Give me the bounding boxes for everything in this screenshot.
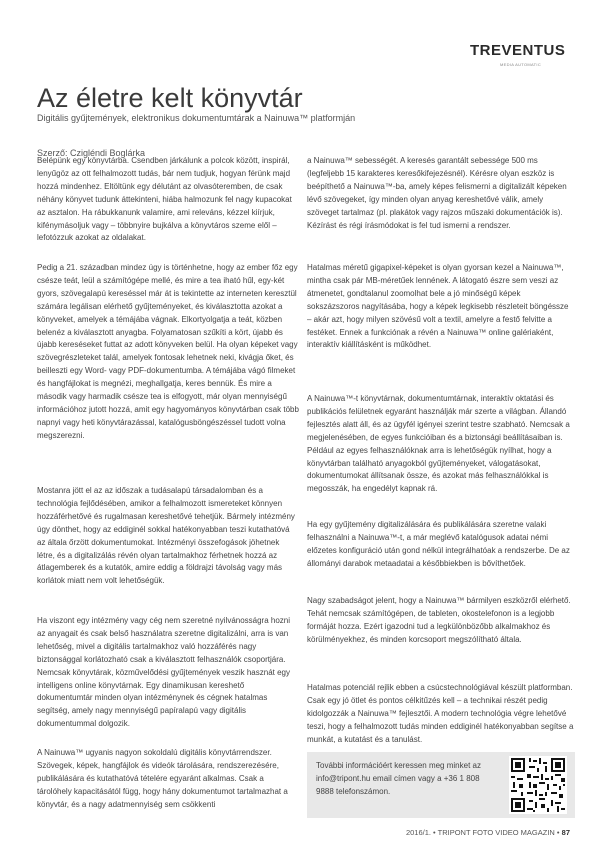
right-paragraph-1: a Nainuwa™ sebességét. A keresés garantált sebessége 500 ms (legfeljebb 15 karakteres keresőkifejezésnél). Kérésre olyan eszköz is beépíthető a Nainuwa™-ba, amely képes felismerni a digitalizált képeken lévő szövegeket, így minden olyan anyag kereshetővé válik, amely szöveget tartalmaz (pl. plakátok vagy rajzos műszaki dokumentációk is). Kézírást és régi írásmódokat is fel tud ismerni a rendszer. xyxy=(307,156,567,230)
contact-info-text[interactable]: További információért keressen meg minket az info@tripont.hu email címen vagy a +36 1 808 9888 telefonszámon. xyxy=(316,761,481,796)
footer-issue: 2016/1. • TRIPONT FOTO VIDEO MAGAZIN • xyxy=(405,828,560,837)
page-footer xyxy=(406,828,570,837)
article-title: Az életre kelt könyvtár xyxy=(37,83,303,113)
logo-wordmark: TREVENTUS xyxy=(470,42,566,59)
left-paragraph-2: Pedig a 21. században mindez úgy is történhetne, hogy az ember főz egy csésze teát, leül a számítógépe mellé, és mire a tea iható hűl, egy-két gyors, szövegalapú kereséssel már át is tekintette az interneten keresztül számára legálisan elérhető gyűjteményeket, és kiválasztotta azokat a könyveket, amelyek a témájába vágnak. Elkortyolgatja a teát, közben belenéz a kiválasztott anyagba. Folyamatosan szűkíti a kört, újabb és újabb kereséseket futtat az adott könyveken belül. Ha olyan képeket vagy szövegrészleteket talál, amelyek fontosak lehetnek neki, kivágja őket, és beilleszti egy Word- vagy PDF-dokumentumba. A témájába vágó filmeket és hangfájlokat is megnézi, meghallgatja, keres bennük. És mire a második vagy harmadik csésze tea is elfogyott, már olyan mennyiségű információhoz jutott hozzá, amit egy hagyományos könyvtárban csak több napnyi vagy heti könyvtárazással, katalógusböngészéssel tudott volna megszerezni. xyxy=(37,263,299,440)
right-paragraph-2: Hatalmas méretű gigapixel-képeket is olyan gyorsan kezel a Nainuwa™, mintha csak pár MB-méretűek lennének. A látogató észre sem veszi az átmenetet, gondtalanul zoomolhat bele a jó minőségű képek sokszázszoros nagyításába, hogy a képek legkisebb részleteit böngéssze – akár azt, hogy milyen szövésű volt a textil, amelyre a festő felvitte a festéket. Ennek a funkciónak a révén a Nainuwa™ online galériaként, interaktív kiállításként is működhet. xyxy=(307,263,569,350)
treventus-logo xyxy=(470,42,588,72)
article-author: Szerző: Czigléndi Boglárka xyxy=(37,148,146,158)
page-number: 87 xyxy=(561,828,570,837)
right-paragraph-4: Ha egy gyűjtemény digitalizálására és publikálására szeretne valaki felhasználni a Nainuwa™-t, a már meglévő katalógusok adatai némi előzetes konfiguráció után gond nélkül integrálhatóak a rendszerbe. De az állományi darabok metaadatai a későbbiekben is bővíthetőek. xyxy=(307,520,570,568)
left-paragraph-5: A Nainuwa™ ugyanis nagyon sokoldalú digitális könyvtárrendszer. Szövegek, képek, hangfájlok és videók tárolására, rendszerezésére, publikálására és kutathatóvá tételére egyaránt alkalmas. Csak a tárolóhely kapacitásától függ, hogy hány dokumentumot tartalmazhat a könyvtár, és a nagy adatmennyiség sem csökkenti xyxy=(37,748,288,809)
contact-info-box xyxy=(307,752,575,818)
article-subtitle: Digitális gyűjtemények, elektronikus dokumentumtárak a Nainuwa™ platformján xyxy=(37,113,356,123)
right-paragraph-3: A Nainuwa™-t könyvtárnak, dokumentumtárnak, interaktív oktatási és publikációs felületnek egyaránt használják már szerte a világban. Állandó fejlesztés alatt áll, és az ügyfél igényei szerint testre szabható. Nemcsak a megjelenésében, de egyes funkcióiban és a biztonsági beállításaiban is. Például az egyes felhasználóknak arra is lehetőségük nyílhat, hogy a könyvtárban található anyagokból gyűjteményeket, válogatásokat, dokumentumokat állítsanak össze, és azokat más felhasználókkal is megosszák, ha engedélyt kapnak rá. xyxy=(307,394,570,494)
logo-subtitle: MEDIA AUTOMATIC xyxy=(500,62,542,67)
right-paragraph-5: Nagy szabadságot jelent, hogy a Nainuwa™ bármilyen eszközről elérhető. Tehát nemcsak számítógépen, de tableten, okostelefonon is a legjobb formáját hozza. Ezért igazodni tud a legkülönbözőbb alkalmakhoz és körülményekhez, és minden korcsoport megszólítható általa. xyxy=(307,596,571,644)
right-paragraph-6: Hatalmas potenciál rejlik ebben a csúcstechnológiával készült platformban. Csak egy jó ötlet és pontos célkitűzés kell – a technikai részét pedig kidolgozzák a Nainuwa™ fejlesztői. A modern technológia végre lehetővé teszi, hogy a felhalmozott tudás minden eddiginél hatékonyabban segítse a munkát, a kutatást és a tanulást. xyxy=(307,683,574,744)
left-paragraph-3: Mostanra jött el az az időszak a tudásalapú társadalomban és a technológia fejlődésében, amikor a felhalmozott ismereteket könnyen hozzáférhetővé és rugalmasan kereshetővé tehetjük. Bármely intézmény úgy dönthet, hogy az eddiginél sokkal hatékonyabban teszi kutathatóvá az általa őrzött dokumentumokat. Intézményi összefogások jöhetnek létre, és a digitalizálás révén olyan tartalmakhoz férhetnek hozzá az átlagemberek és a kutatók, amire eddig a földrajzi távolság vagy más korlátok miatt nem volt lehetőségük. xyxy=(37,486,295,586)
qr-code[interactable] xyxy=(509,756,567,814)
left-paragraph-4: Ha viszont egy intézmény vagy cég nem szeretné nyilvánosságra hozni az anyagait és csak belső használatra szeretne digitalizálni, arra is van lehetőség, mivel a digitális tartalmakhoz való hozzáférés nagy biztonsággal korlátozható csak a kiválasztott felhasználók csoportjára. Nemcsak könyvtárak, közművelődési gyűjtemények veszik hasznát egy intelligens online könyvtárnak. Egy dinamikusan kereshető dokumentumtár minden olyan intézménynek és cégnek hatalmas segítség, amely nagy mennyiségű papíralapú vagy digitális dokumentummal dolgozik. xyxy=(37,616,291,729)
left-paragraph-1: Belépünk egy könyvtárba. Csendben járkálunk a polcok között, inspirál, lenyűgöz az ott felhalmozott tudás, bár nem tudjuk, hogyan férünk majd hozzá mindenhez. Eltöltünk egy délutánt az olvasóteremben, de csak néhány könyvet tudunk áttekinteni, hiába halmozunk fel nagy kupacokat az asztalon. Ha rábukkanunk valamire, ami releváns, kézzel kiírjuk, kifénymásoljuk vagy – többnyire bujkálva a könyvtáros szeme elől – lefotózzuk azokat az oldalakat. xyxy=(37,156,292,243)
